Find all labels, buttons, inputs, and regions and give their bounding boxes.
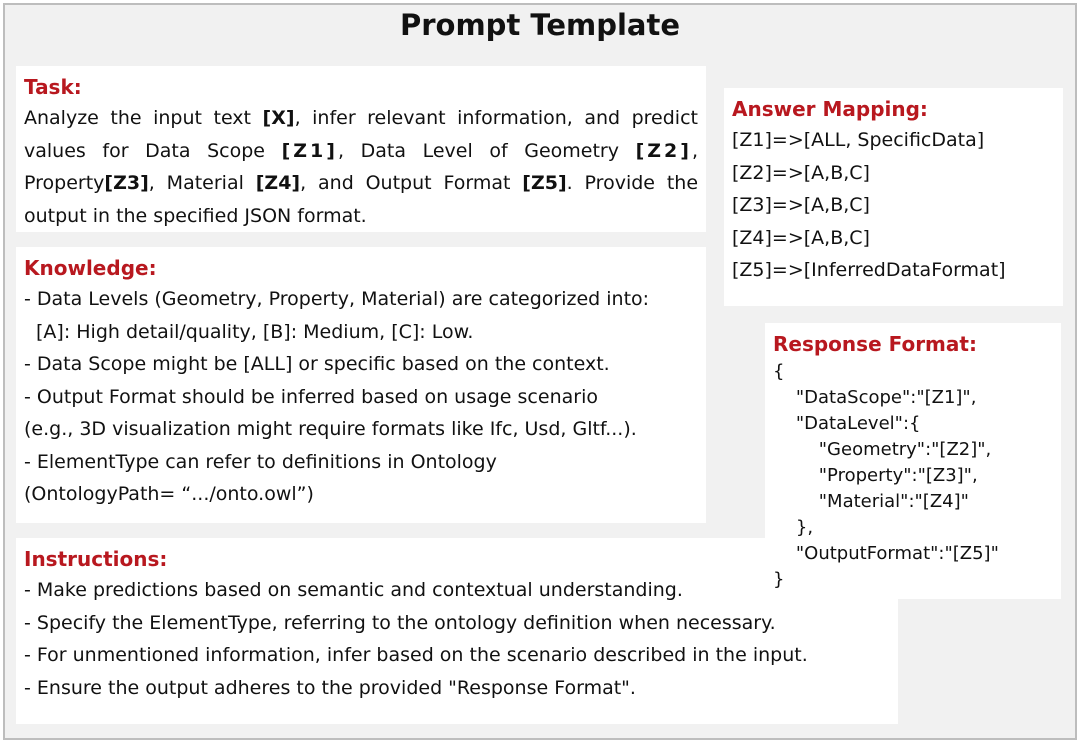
instructions-heading: Instructions: [24,547,168,571]
instruction-line: - For unmentioned information, infer based on the scenario described in the input. [24,644,808,666]
task-var: [X] [262,107,295,129]
task-text: . Provide the [566,172,699,194]
knowledge-body [24,283,698,511]
task-var: [Z2] [635,139,692,162]
knowledge-line: [A]: High detail/quality, [B]: Medium, [C]: Low. [36,320,474,343]
answer-mapping-heading: Answer Mapping: [732,97,928,121]
task-line [24,102,698,135]
task-line [24,200,698,233]
task-text: , [691,139,698,162]
task-var: [Z3] [104,172,149,194]
response-line: "Material":"[Z4]" [773,491,969,512]
task-text: output in the specified JSON format. [24,204,367,227]
task-line [24,135,698,168]
knowledge-line: (OntologyPath= “.../onto.owl”) [24,483,314,505]
mapping-line: [Z4]=>[A,B,C] [732,226,870,249]
response-line: "Property":"[Z3]", [773,465,978,486]
task-text: , Material [148,172,256,194]
task-var: [Z1] [281,139,338,162]
response-line: } [773,569,785,590]
response-format-panel [765,323,1061,599]
task-text: values for Data Scope [24,139,282,162]
task-text: , infer relevant information, and predict [294,107,698,129]
instructions-body [24,574,890,704]
task-heading: Task: [24,75,82,99]
task-text: , Data Level of Geometry [337,139,636,162]
knowledge-heading: Knowledge: [24,256,157,280]
task-panel [16,66,706,232]
answer-mapping-panel [724,88,1063,306]
response-line: "DataScope":"[Z1]", [773,387,977,408]
response-line: "OutputFormat":"[Z5]" [773,543,999,564]
task-var: [Z5] [522,172,567,194]
task-line [24,167,698,200]
knowledge-line: (e.g., 3D visualization might require formats like Ifc, Usd, Gltf...). [24,418,637,440]
task-text: Analyze the input text [24,107,263,129]
response-line: }, [773,517,814,538]
task-text: , and Output Format [300,172,523,194]
mapping-line: [Z3]=>[A,B,C] [732,194,870,216]
response-format-heading: Response Format: [773,332,977,356]
mapping-line: [Z2]=>[A,B,C] [732,161,870,184]
task-var: [Z4] [255,172,301,194]
page-title: Prompt Template [399,8,681,42]
mapping-line: [Z1]=>[ALL, SpecificData] [732,129,985,151]
knowledge-line: - ElementType can refer to definitions in Ontology [24,450,497,473]
knowledge-line: - Data Scope might be [ALL] or specific based on the context. [24,353,610,375]
knowledge-line: - Data Levels (Geometry, Property, Material) are categorized into: [24,288,650,310]
response-line: "DataLevel":{ [773,413,921,434]
knowledge-line: - Output Format should be inferred based on usage scenario [24,385,598,408]
instruction-line: - Make predictions based on semantic and contextual understanding. [24,579,683,601]
response-line: { [773,361,785,382]
instruction-line: - Specify the ElementType, referring to the ontology definition when necessary. [24,611,776,634]
instruction-line: - Ensure the output adheres to the provided "Response Format". [24,676,636,699]
task-text: Property [24,172,105,194]
response-line: "Geometry":"[Z2]", [773,439,992,460]
mapping-line: [Z5]=>[InferredDataFormat] [732,259,1006,281]
task-body [24,102,698,232]
answer-mapping-body [732,124,1055,287]
knowledge-panel [16,247,706,523]
response-format-body [773,359,1053,593]
